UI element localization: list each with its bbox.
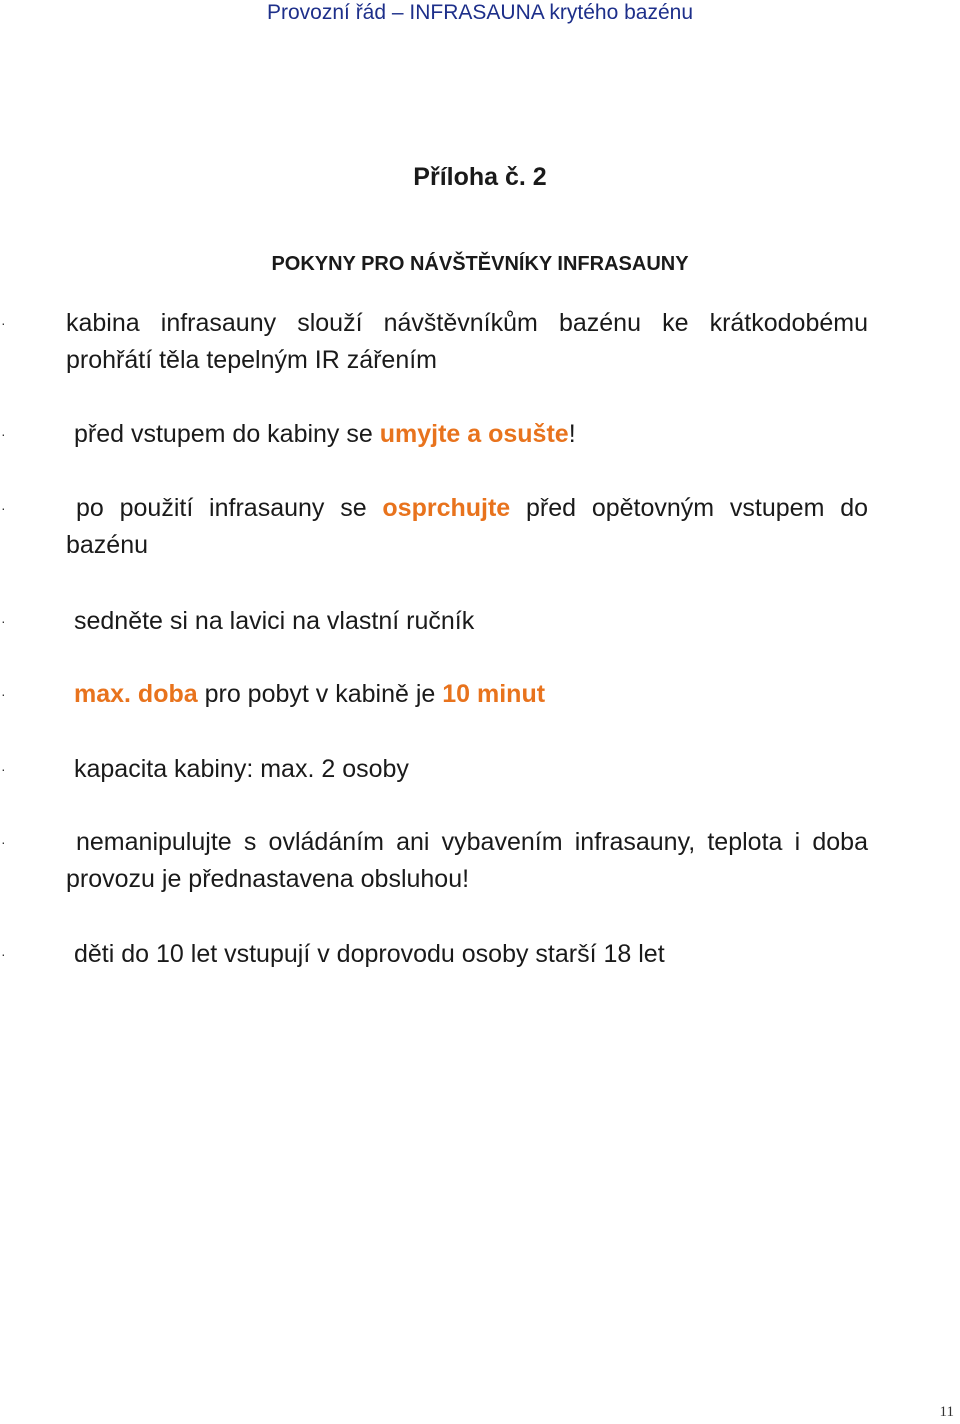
rule-text — [66, 490, 868, 564]
rule-highlight: osprchujte — [382, 494, 511, 522]
appendix-title: Příloha č. 2 — [413, 163, 547, 191]
rule-text: děti do 10 let vstupují v doprovodu osoby starší 18 let — [74, 940, 665, 968]
bullet: · — [1, 315, 6, 331]
rule-highlight: 10 minut — [442, 680, 546, 708]
bullet: · — [1, 500, 6, 516]
rule-text-part: pro pobyt v kabině je — [197, 680, 443, 708]
rule-text-part: před vstupem do kabiny se — [74, 420, 380, 448]
section-heading: POKYNY PRO NÁVŠTĚVNÍKY INFRASAUNY — [271, 253, 689, 275]
bullet: · — [1, 946, 6, 962]
rule-highlight: max. doba — [74, 680, 198, 708]
rule-text: nemanipulujte s ovládáním ani vybavením infrasauny, teplota i doba provozu je přednastavena obsluhou! — [66, 828, 868, 893]
rule-text: kabina infrasauny slouží návštěvníkům bazénu ke krátkodobému prohřátí těla tepelným IR zářením — [66, 309, 868, 374]
rule-text — [66, 676, 868, 713]
bullet: · — [1, 613, 6, 629]
rule-highlight: umyjte a osušte — [379, 420, 569, 448]
rule-text — [66, 416, 868, 453]
rule-text: sedněte si na lavici na vlastní ručník — [74, 607, 475, 635]
rule-text-part: před opětovným vstupem do bazénu — [66, 494, 869, 559]
bullet: · — [1, 761, 6, 777]
bullet: · — [1, 834, 6, 850]
bullet: · — [1, 686, 6, 702]
rule-text-part: ! — [568, 420, 576, 448]
page-number: 11 — [939, 1404, 954, 1420]
rule-text: kapacita kabiny: max. 2 osoby — [74, 755, 409, 783]
running-header: Provozní řád – INFRASAUNA krytého bazénu — [266, 1, 694, 24]
bullet: · — [1, 426, 6, 442]
rule-text-part: po použití infrasauny se — [76, 494, 383, 522]
